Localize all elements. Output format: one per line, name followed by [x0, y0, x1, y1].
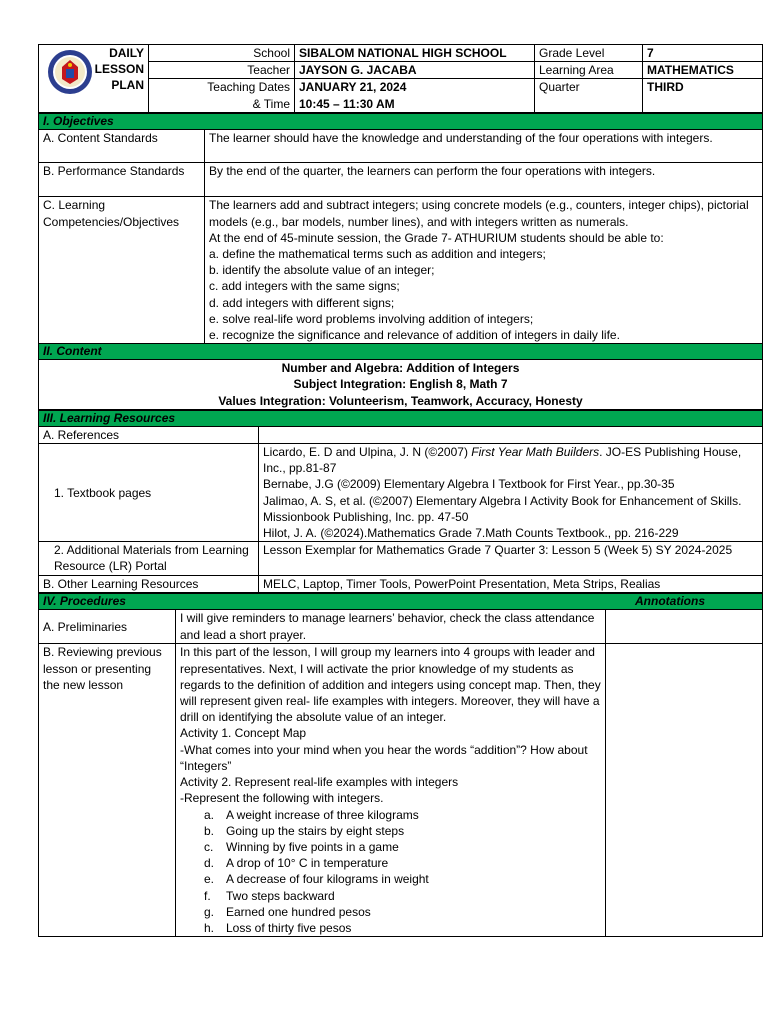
- list-item: [204, 823, 601, 839]
- reference-1: [263, 444, 758, 476]
- list-text: Two steps backward: [226, 888, 335, 903]
- reference-1-publisher: . JO-ES Publishing House, Inc., pp.81-87: [263, 445, 742, 476]
- grade-label: Grade Level: [535, 45, 643, 62]
- reference-4: Hilot, J. A. (©2024).Mathematics Grade 7.Math Counts Textbook., pp. 216-229: [263, 526, 679, 541]
- list-marker: g.: [204, 904, 215, 919]
- teacher-label: Teacher: [149, 62, 295, 79]
- dlp-title-line: LESSON: [94, 62, 144, 77]
- header-table: [38, 44, 763, 113]
- competencies-intro: At the end of 45-minute session, the Grade 7- ATHURIUM students should be able to:: [209, 230, 664, 245]
- teacher-value: JAYSON G. JACABA: [295, 62, 535, 79]
- dlp-title-line: DAILY: [109, 46, 144, 60]
- reviewing-annotation: [606, 644, 763, 937]
- additional-materials-label: 2. Additional Materials from Learning Resource (LR) Portal: [39, 542, 259, 576]
- preliminaries-value: I will give reminders to manage learners’ behavior, check the class attendance and lead a short prayer.: [176, 610, 606, 644]
- list-item: [204, 807, 601, 823]
- grade-value: 7: [643, 45, 763, 62]
- list-item: [204, 871, 601, 887]
- reference-3: Jalimao, A. S, et al. (©2007) Elementary Algebra I Activity Book for Enhancement of Skills. Missionbook Publishing, Inc. pp. 47-50: [263, 493, 742, 524]
- time-text: 10:45 – 11:30 AM: [299, 96, 395, 111]
- activity-2-title: Activity 2. Represent real-life examples with integers: [180, 775, 459, 790]
- section-heading-content: II. Content: [39, 344, 763, 360]
- logo-cell: [39, 45, 149, 113]
- values-integration: Values Integration: Volunteerism, Teamwork, Accuracy, Honesty: [218, 393, 583, 408]
- reference-1-authors: Licardo, E. D and Ulpina, J. N (©2007): [263, 445, 472, 460]
- deped-seal-icon: [47, 49, 93, 95]
- competencies-value: [205, 197, 763, 344]
- activity-2-list: [180, 807, 601, 937]
- performance-standards-value: By the end of the quarter, the learners can perform the four operations with integers.: [205, 163, 763, 197]
- list-item: [204, 904, 601, 920]
- preliminaries-annotation: [606, 610, 763, 644]
- list-marker: e.: [204, 872, 215, 887]
- dates-label-line: Teaching Dates: [207, 80, 290, 95]
- objective-item: c. add integers with the same signs;: [209, 279, 400, 294]
- list-text: Going up the stairs by eight steps: [226, 823, 405, 838]
- date-text: JANUARY 21, 2024: [299, 80, 407, 95]
- subject-integration: Subject Integration: English 8, Math 7: [293, 377, 508, 392]
- references-label: A. References: [39, 426, 259, 443]
- list-text: Winning by five points in a game: [226, 839, 399, 854]
- objective-item: b. identify the absolute value of an integer;: [209, 263, 435, 278]
- reviewing-value: [176, 644, 606, 937]
- competencies-text: The learners add and subtract integers; using concrete models (e.g., counters, integer chips), pictorial models (e.g., bar models, number lines), and with integers written as numerals.: [209, 198, 749, 229]
- list-marker: b.: [204, 823, 215, 838]
- list-item: [204, 920, 601, 936]
- dates-value: [295, 79, 535, 113]
- list-item: [204, 839, 601, 855]
- school-label: School: [149, 45, 295, 62]
- content-standards-value: The learner should have the knowledge and understanding of the four operations with integers.: [205, 130, 763, 163]
- references-value: [259, 426, 763, 443]
- content-topic: Number and Algebra: Addition of Integers: [281, 361, 520, 376]
- list-text: A decrease of four kilograms in weight: [226, 872, 429, 887]
- quarter-label: Quarter: [535, 79, 643, 113]
- other-resources-label: B. Other Learning Resources: [39, 576, 259, 593]
- quarter-value: THIRD: [643, 79, 763, 113]
- dlp-title-line: PLAN: [111, 78, 144, 93]
- objective-item: e. recognize the significance and relevance of addition of integers in daily life.: [209, 328, 620, 343]
- procedures-table: [38, 593, 763, 937]
- activity-1-text: -What comes into your mind when you hear the words “addition”? How about “Integers”: [180, 742, 588, 773]
- objective-item: d. add integers with different signs;: [209, 295, 395, 310]
- dates-label: [149, 79, 295, 113]
- list-text: A drop of 10° C in temperature: [226, 856, 389, 871]
- reference-1-title: First Year Math Builders: [471, 445, 600, 460]
- list-marker: f.: [204, 888, 211, 903]
- list-item: [204, 888, 601, 904]
- list-item: [204, 855, 601, 871]
- objectives-table: [38, 113, 763, 409]
- competencies-label: C. Learning Competencies/Objectives: [39, 197, 205, 344]
- resources-table: [38, 410, 763, 594]
- dates-label-line: & Time: [252, 96, 290, 111]
- content-block: [39, 360, 763, 410]
- annotations-heading: Annotations: [606, 594, 763, 610]
- area-value: MATHEMATICS: [643, 62, 763, 79]
- list-text: Loss of thirty five pesos: [226, 920, 352, 935]
- other-resources-value: MELC, Laptop, Timer Tools, PowerPoint Presentation, Meta Strips, Realias: [259, 576, 763, 593]
- section-heading-objectives: I. Objectives: [39, 114, 763, 130]
- list-marker: a.: [204, 807, 215, 822]
- list-marker: c.: [204, 839, 214, 854]
- textbook-label: 1. Textbook pages: [39, 444, 259, 542]
- textbook-references: [259, 444, 763, 542]
- objective-item: e. solve real-life word problems involving addition of integers;: [209, 311, 534, 326]
- lesson-plan-page: [38, 44, 762, 937]
- list-text: Earned one hundred pesos: [226, 904, 371, 919]
- list-text: A weight increase of three kilograms: [226, 807, 419, 822]
- reference-2: Bernabe, J.G (©2009) Elementary Algebra I Textbook for First Year., pp.30-35: [263, 477, 675, 492]
- content-standards-label: A. Content Standards: [39, 130, 205, 163]
- dlp-title: [95, 45, 144, 94]
- reviewing-label: B. Reviewing previous lesson or presenting the new lesson: [39, 644, 176, 937]
- activity-1-title: Activity 1. Concept Map: [180, 726, 307, 741]
- school-value: SIBALOM NATIONAL HIGH SCHOOL: [295, 45, 535, 62]
- list-marker: d.: [204, 856, 215, 871]
- area-label: Learning Area: [535, 62, 643, 79]
- performance-standards-label: B. Performance Standards: [39, 163, 205, 197]
- preliminaries-label: A. Preliminaries: [39, 610, 176, 644]
- additional-materials-value: Lesson Exemplar for Mathematics Grade 7 Quarter 3: Lesson 5 (Week 5) SY 2024-2025: [259, 542, 763, 576]
- section-heading-resources: III. Learning Resources: [39, 410, 763, 426]
- reviewing-intro: In this part of the lesson, I will group my learners into 4 groups with leader and representatives. Next, I will activate the prior knowledge of my students as regards to the definition of addition and integers using concept map. Then, they will represent given real- life examples with integers. Moreover, they will have a drill on identifying the absolute value of an integer.: [180, 645, 601, 725]
- activity-2-text: -Represent the following with integers.: [180, 791, 384, 806]
- section-heading-procedures: IV. Procedures: [39, 594, 606, 610]
- objective-item: a. define the mathematical terms such as addition and integers;: [209, 247, 546, 262]
- list-marker: h.: [204, 920, 215, 935]
